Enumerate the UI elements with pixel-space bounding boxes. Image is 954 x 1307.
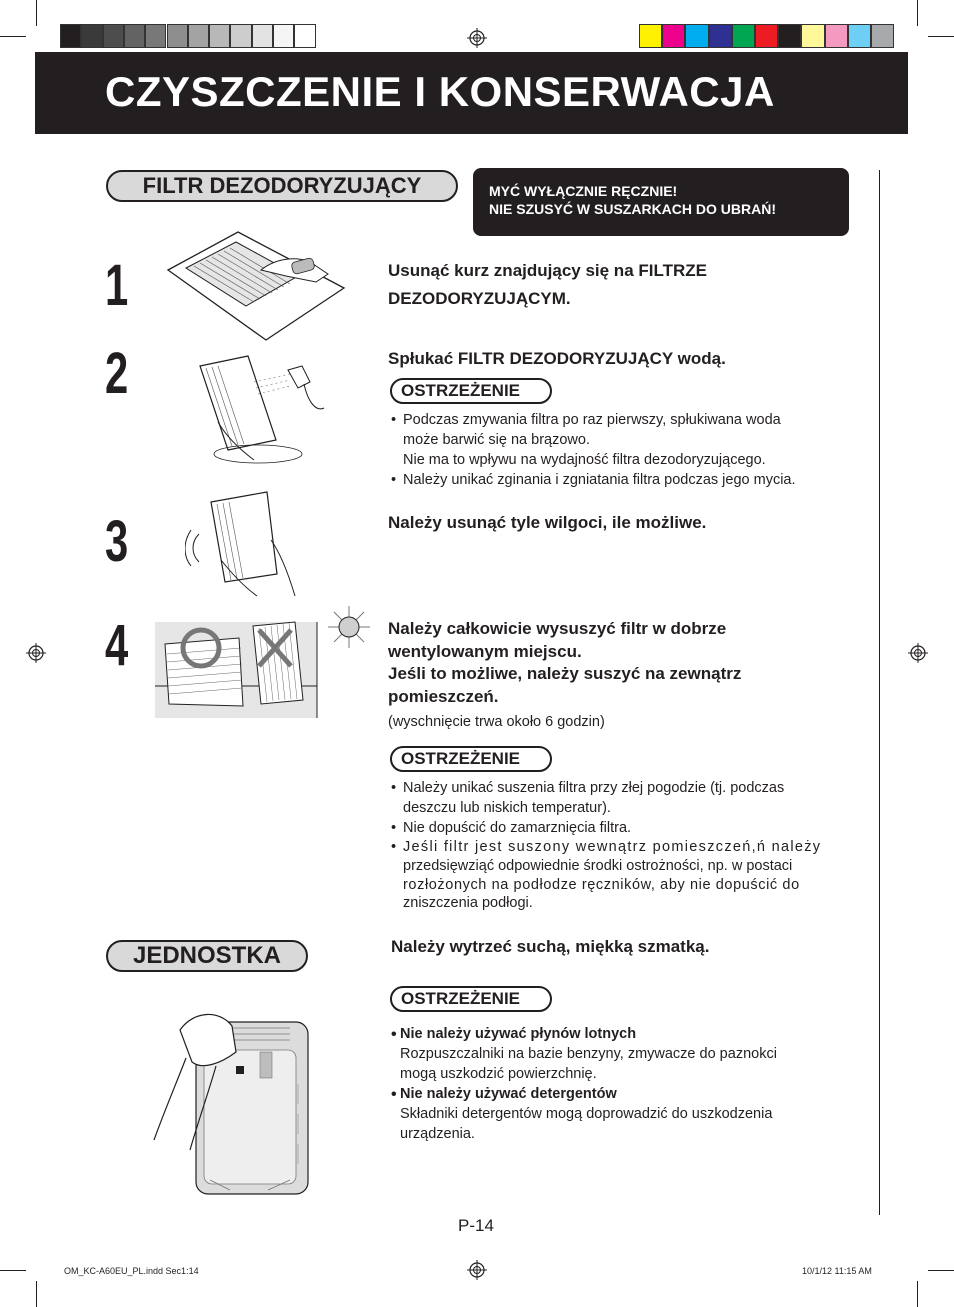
list-item-text: może barwić się na brązowo. [403,432,590,448]
registration-mark-icon [26,643,46,663]
color-swatch [662,24,685,48]
list-item [389,410,859,470]
list-item [391,1084,851,1144]
unit-warning-list [391,1024,851,1144]
color-swatch [188,24,209,48]
page-number: P-14 [458,1216,494,1235]
warning-label: OSTRZEŻENIE [390,378,552,404]
list-item-text: Nie ma to wpływu na wydajność filtra dezodoryzującego. [403,452,766,468]
color-swatch [871,24,894,48]
filter-rinse-illustration [198,352,332,468]
list-item-text: • Należy unikać suszenia filtra przy złej pogodzie (tj. podczas [403,780,785,796]
list-item-text: • Jeśli filtr jest suszony wewnątrz pomieszczeń,ń należy [403,839,822,855]
color-swatch [145,24,166,48]
color-swatch [273,24,294,48]
color-swatch [60,24,81,48]
list-item [389,470,859,490]
list-item [389,778,849,818]
list-item [389,818,849,838]
color-swatch [848,24,871,48]
color-swatch [778,24,801,48]
step-text-line: Jeśli to możliwe, należy suszyć na zewnątrz [388,664,742,683]
list-item-text: • Podczas zmywania filtra po raz pierwszy, spłukiwana woda [403,412,781,428]
color-swatch [685,24,708,48]
crop-mark [0,1270,26,1271]
unit-instruction: Należy wytrzeć suchą, miękką szmatką. [391,937,710,956]
file-info: OM_KC-A60EU_PL.indd Sec1:14 [64,1266,199,1276]
list-item-text: mogą uszkodzić powierzchnię. [400,1066,597,1082]
section-label-filter: FILTR DEZODORYZUJĄCY [106,170,458,202]
list-item [391,1024,851,1084]
step-text-line: wentylowanym miejscu. [388,641,582,661]
notice-line: MYĆ WYŁĄCZNIE RĘCZNIE! [489,183,678,199]
color-swatch [103,24,124,48]
crop-mark [917,1281,918,1307]
color-swatch [252,24,273,48]
crop-mark [928,36,954,37]
filter-vacuum-illustration [166,230,346,342]
registration-mark-icon [467,1260,487,1280]
title-bar [35,52,908,134]
crop-mark [0,36,26,37]
column-divider [879,170,880,1215]
step-number: 3 [105,509,129,574]
step-instruction [388,258,707,311]
list-item [389,838,849,911]
crop-mark [917,0,918,26]
list-item-text: Rozpuszczalniki na bazie benzyny, zmywacze do paznokci [400,1046,777,1062]
color-swatch [294,24,315,48]
list-item-text: deszczu lub niskich temperatur). [403,800,611,816]
step-number: 1 [105,253,129,318]
color-swatch [639,24,662,48]
list-item-title: Nie należy używać detergentów [400,1086,617,1102]
unit-wiping-illustration [150,1004,320,1196]
registration-mark-icon [908,643,928,663]
color-swatch [167,24,188,48]
color-swatch [801,24,824,48]
color-swatch [755,24,778,48]
color-swatch [230,24,251,48]
color-swatch [209,24,230,48]
warning-list [389,410,859,490]
step-instruction [388,618,741,708]
step-text-line: Usunąć kurz znajdujący się na FILTRZE [388,261,707,280]
warning-label: OSTRZEŻENIE [390,986,552,1012]
step-text-line: DEZODORYZUJĄCYM. [388,289,571,308]
list-item-title: Nie należy używać płynów lotnych [400,1026,637,1042]
crop-mark [928,1270,954,1271]
crop-mark [36,1281,37,1307]
color-swatch [709,24,732,48]
section-label-unit: JEDNOSTKA [106,940,308,972]
list-item-text: przedsięwziąć odpowiednie środki ostrożności, np. w postaci [403,858,793,874]
print-timestamp: 10/1/12 11:15 AM [802,1266,872,1276]
step-text-line: pomieszczeń. [388,686,499,706]
list-item-text: urządzenia. [400,1126,475,1142]
filter-shake-illustration [185,490,305,598]
wash-notice [473,168,849,236]
list-item-text: • Należy unikać zginania i zgniatania filtra podczas jego mycia. [403,472,796,488]
color-swatch [81,24,102,48]
list-item-text: rozłożonych na podłodze ręczników, aby nie dopuścić do [403,877,800,893]
crop-mark [36,0,37,26]
list-item-text: Składniki detergentów mogą doprowadzić do uszkodzenia [400,1106,773,1122]
filter-drying-illustration [153,604,375,722]
notice-line: NIE SZUSYĆ W SUSZARKACH DO UBRAŃ! [489,201,776,217]
step-text-line: Należy całkowicie wysuszyć filtr w dobrze [388,619,727,638]
color-swatch [124,24,145,48]
warning-label: OSTRZEŻENIE [390,746,552,772]
list-item-text: • Nie dopuścić do zamarznięcia filtra. [403,820,632,836]
color-swatch [825,24,848,48]
step-instruction: Należy usunąć tyle wilgoci, ile możliwe. [388,513,707,532]
step-number: 4 [105,613,129,678]
list-item-text: zniszczenia podłogi. [403,895,533,911]
registration-mark-icon [467,28,487,48]
step-number: 2 [105,341,129,406]
step-instruction: Spłukać FILTR DEZODORYZUJĄCY wodą. [388,349,726,368]
page-title: CZYSZCZENIE I KONSERWACJA [105,68,775,115]
warning-list [389,778,849,911]
bullet-dot-icon: • [391,1086,397,1103]
drying-time-note: (wyschnięcie trwa około 6 godzin) [388,714,605,730]
color-swatch [732,24,755,48]
bullet-dot-icon: • [391,1026,397,1043]
